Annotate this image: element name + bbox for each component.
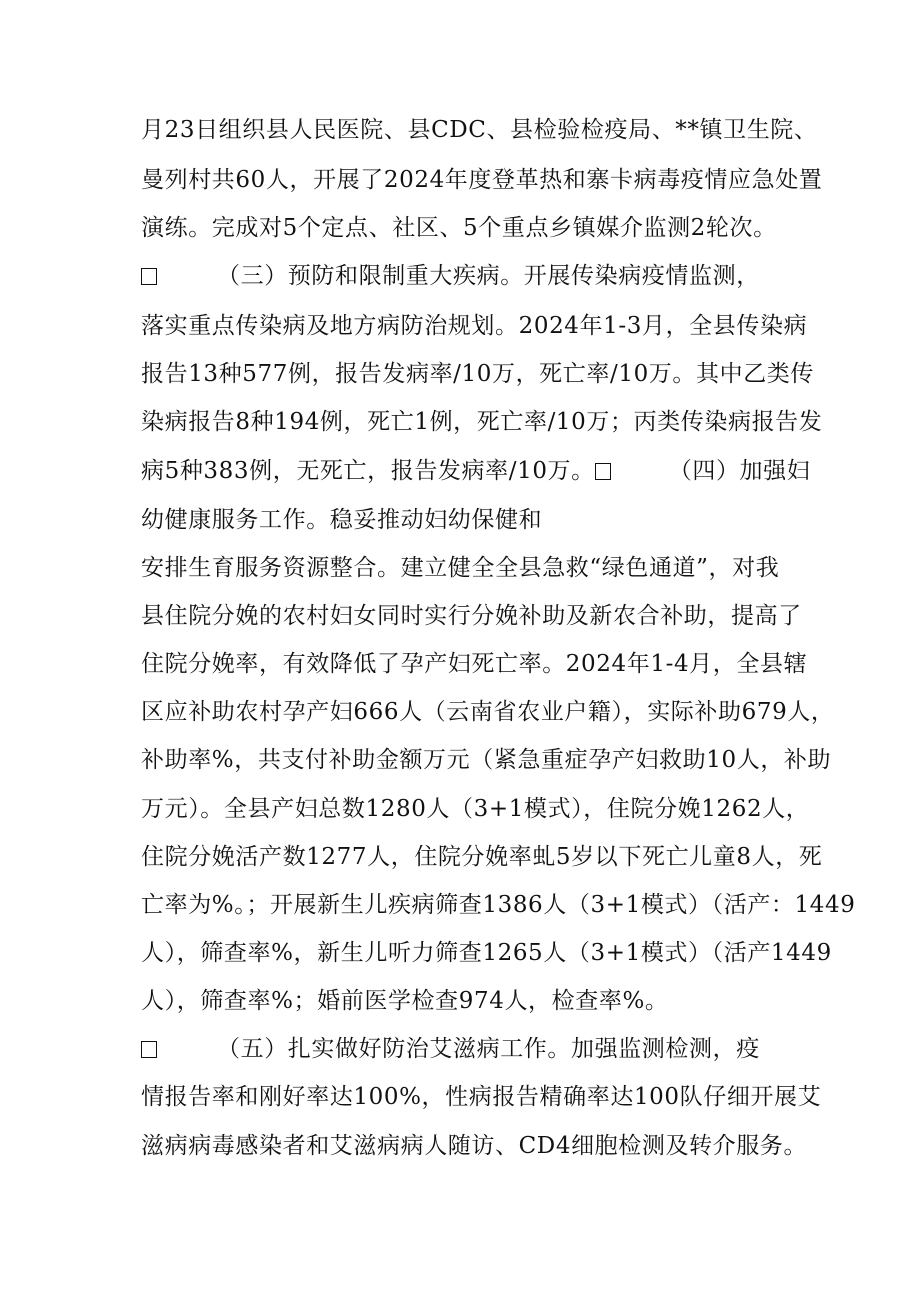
checkbox-icon [595,463,611,480]
text-line: 幼健康服务工作。稳妥推动妇幼保健和 [141,507,543,533]
text-line: 曼列村共60人，开展了2024年度登革热和寨卡病毒疫情应急处置 [141,167,823,193]
text-line [141,261,791,291]
section-heading-4: （四）加强妇 [668,458,811,484]
text-line: 月23日组织县人民医院、县CDC、县检验检疫局、**镇卫生院、 [141,117,818,143]
checkbox-icon [141,1041,157,1058]
text-line: 区应补助农村孕产妇666人（云南省农业户籍），实际补助679人， [141,699,835,725]
text-line: 报告13种577例，报告发病率/10万，死亡率/10万。其中乙类传 [141,361,814,387]
checkbox-icon [141,268,157,285]
section-heading-5: （五）扎实做好防治艾滋病工作。加强监测检测，疫 [217,1036,760,1062]
text-line: 住院分娩率，有效降低了孕产妇死亡率。2024年1-4月，全县辖 [141,651,808,677]
text-line: 演练。完成对5个定点、社区、5个重点乡镇媒介监测2轮次。 [141,215,777,241]
text-line: 情报告率和刚好率达100%，性病报告精确率达100队仔细开展艾 [141,1084,822,1110]
text-line: 住院分娩活产数1277人，住院分娩率虬5岁以下死亡儿童8人，死 [141,844,823,870]
section-heading-3: （三）预防和限制重大疾病。开展传染病疫情监测， [217,263,760,289]
text-line: 补助率%，共支付补助金额万元（紧急重症孕产妇救助10人，补助 [141,747,832,773]
text-line: 人），筛查率%，新生儿听力筛查1265人（3+1模式）（活产1449 [141,940,832,966]
text-line: 安排生育服务资源整合。建立健全全县急救“绿色通道”，对我 [141,555,780,581]
text-line: 县住院分娩的农村妇女同时实行分娩补助及新农合补助，提高了 [141,603,802,629]
text-line: 万元）。全县产妇总数1280人（3+1模式），住院分娩1262人， [141,796,810,822]
text-segment: 病5种383例，无死亡，报告发病率/10万。 [141,458,595,484]
text-line: 滋病病毒感染者和艾滋病病人随访、CD4细胞检测及转介服务。 [141,1133,808,1159]
text-line: 亡率为%。；开展新生儿疾病筛查1386人（3+1模式）（活产：1449 [141,892,856,918]
text-line [141,456,811,486]
text-line: 人），筛查率%；婚前医学检查974人，检查率%。 [141,988,669,1014]
text-line: 染病报告8种194例，死亡1例，死亡率/10万；丙类传染病报告发 [141,409,823,435]
text-line [141,1034,791,1064]
text-line: 落实重点传染病及地方病防治规划。2024年1-3月，全县传染病 [141,313,808,339]
